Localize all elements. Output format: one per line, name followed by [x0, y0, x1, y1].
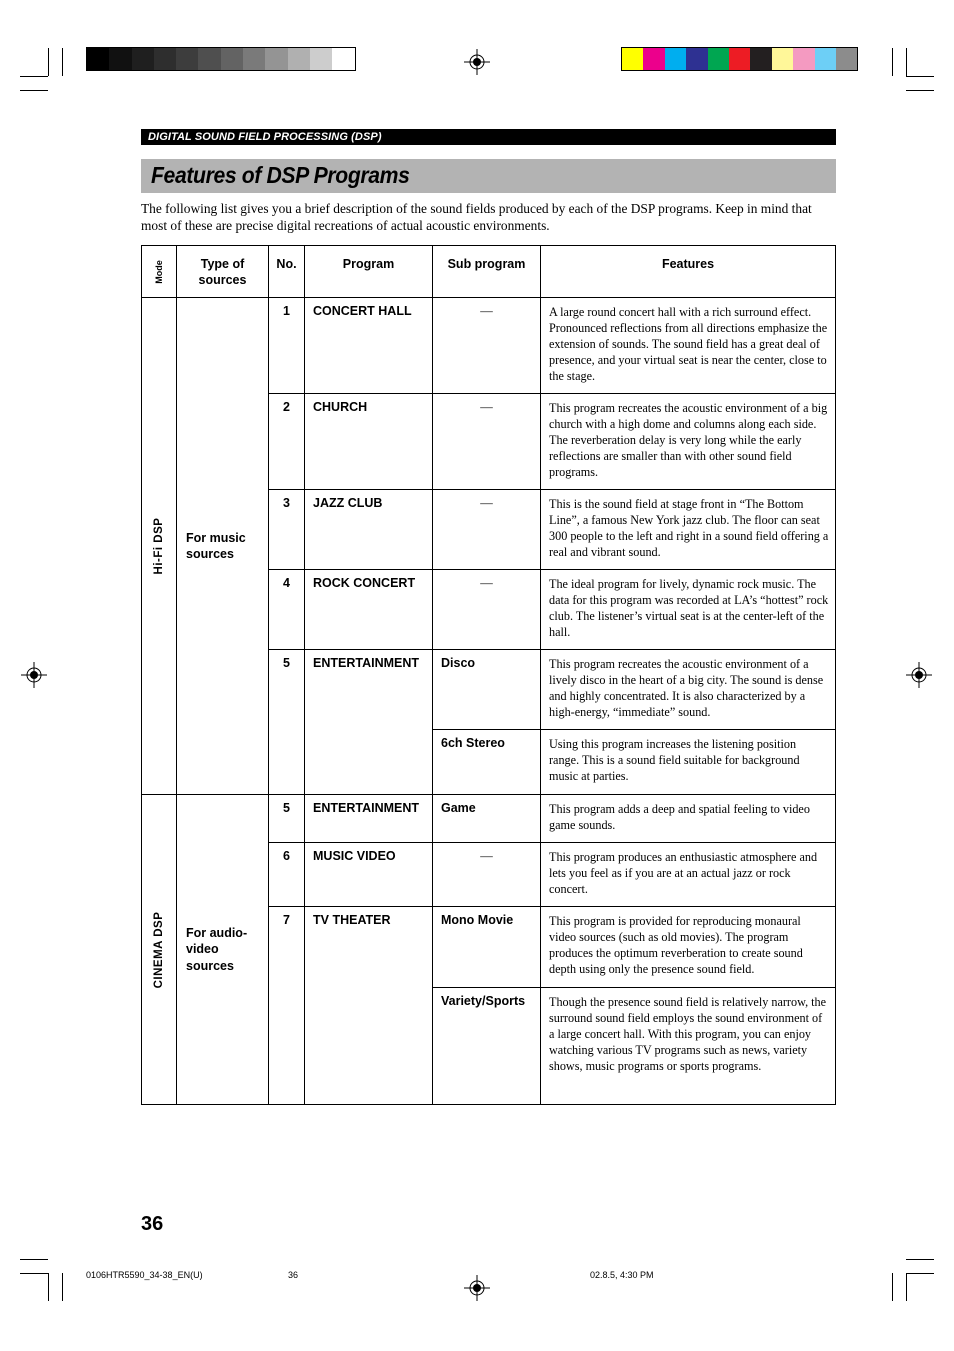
program-number: 6	[269, 843, 305, 907]
program-name: ENTERTAINMENT	[305, 650, 433, 795]
program-name: CHURCH	[305, 394, 433, 490]
table-row	[142, 298, 836, 394]
sub-program: —	[433, 843, 541, 907]
sub-program: Disco	[433, 650, 541, 730]
program-name: JAZZ CLUB	[305, 490, 433, 570]
footer-date: 02.8.5, 4:30 PM	[590, 1270, 654, 1280]
registration-mark-icon	[906, 662, 932, 688]
sub-program: Mono Movie	[433, 907, 541, 988]
features-text: This program adds a deep and spatial feeling to video game sounds.	[541, 795, 836, 843]
crop-mark	[62, 48, 63, 76]
color-swatch	[708, 48, 729, 70]
section-header: DIGITAL SOUND FIELD PROCESSING (DSP)	[141, 129, 836, 145]
features-text: This program is provided for reproducing monaural video sources (such as old movies). The program produces the optimum reverberation to create sound depth using only the presence sound field.	[541, 907, 836, 988]
sub-program: —	[433, 298, 541, 394]
features-text: A large round concert hall with a rich surround effect. Pronounced reflections from all directions emphasize the extension of sounds. The sound field has a great deal of presence, and your virtual seat is near the center, close to the stage.	[541, 298, 836, 394]
features-text: Though the presence sound field is relatively narrow, the surround sound field employs the sound environment of a large concert hall. With this program, you can enjoy watching various TV programs such as news, variety shows, music programs or sports programs.	[541, 988, 836, 1105]
header-no: No.	[269, 246, 305, 298]
program-number: 3	[269, 490, 305, 570]
program-name: TV THEATER	[305, 907, 433, 1105]
color-swatch	[686, 48, 707, 70]
footer-file-name: 0106HTR5590_34-38_EN(U)	[86, 1270, 203, 1280]
color-swatch	[154, 48, 176, 70]
color-swatch	[310, 48, 332, 70]
crop-mark	[892, 48, 893, 76]
registration-mark-icon	[21, 662, 47, 688]
crop-mark	[906, 1273, 934, 1274]
crop-mark	[20, 76, 48, 77]
crop-mark	[906, 1259, 934, 1260]
color-swatch	[332, 48, 354, 70]
color-swatch	[221, 48, 243, 70]
color-swatch	[132, 48, 154, 70]
color-swatch	[729, 48, 750, 70]
dsp-features-table	[141, 245, 836, 1105]
color-swatch	[176, 48, 198, 70]
crop-mark	[48, 48, 49, 76]
header-type: Type of sources	[177, 246, 269, 298]
color-calibration-bar	[621, 47, 858, 71]
page-number: 36	[141, 1213, 164, 1235]
program-name: ROCK CONCERT	[305, 570, 433, 650]
registration-mark-icon	[464, 1275, 490, 1301]
mode-hifi-dsp: Hi-Fi DSP	[142, 298, 177, 795]
program-name: ENTERTAINMENT	[305, 795, 433, 843]
page-title-bar	[141, 159, 836, 193]
sub-program: —	[433, 490, 541, 570]
color-swatch	[665, 48, 686, 70]
features-text: Using this program increases the listening position range. This is a sound field suitable for background music at parties.	[541, 730, 836, 795]
sub-program: 6ch Stereo	[433, 730, 541, 795]
features-text: This program produces an enthusiastic atmosphere and lets you feel as if you are at an actual jazz or rock concert.	[541, 843, 836, 907]
sub-program: —	[433, 570, 541, 650]
color-swatch	[772, 48, 793, 70]
color-swatch	[265, 48, 287, 70]
features-text: This program recreates the acoustic environment of a lively disco in the heart of a big city. The sound is dense and highly concentrated. It is also characterized by a high-energy, “immediate” sound.	[541, 650, 836, 730]
color-swatch	[288, 48, 310, 70]
color-swatch	[87, 48, 109, 70]
program-number: 2	[269, 394, 305, 490]
color-swatch	[750, 48, 771, 70]
grayscale-calibration-bar	[86, 47, 356, 71]
table-row	[142, 795, 836, 843]
color-swatch	[793, 48, 814, 70]
header-mode: Mode	[142, 246, 177, 298]
color-swatch	[815, 48, 836, 70]
color-swatch	[836, 48, 857, 70]
program-name: MUSIC VIDEO	[305, 843, 433, 907]
sub-program: Variety/Sports	[433, 988, 541, 1105]
color-swatch	[243, 48, 265, 70]
program-number: 4	[269, 570, 305, 650]
crop-mark	[906, 1273, 907, 1301]
features-text: This is the sound field at stage front in “The Bottom Line”, a famous New York jazz club. The floor can seat 300 people to the left and right in a sound field offering a real and vibrant sound.	[541, 490, 836, 570]
crop-mark	[906, 48, 907, 76]
crop-mark	[20, 1259, 48, 1260]
crop-mark	[906, 76, 934, 77]
crop-mark	[892, 1273, 893, 1301]
program-number: 1	[269, 298, 305, 394]
crop-mark	[906, 90, 934, 91]
source-type: For music sources	[177, 298, 269, 795]
color-swatch	[643, 48, 664, 70]
crop-mark	[48, 1273, 49, 1301]
sub-program: —	[433, 394, 541, 490]
features-text: The ideal program for lively, dynamic rock music. The data for this program was recorded at LA’s “hottest” rock club. The listener’s virtual seat is at the center-left of the hall.	[541, 570, 836, 650]
crop-mark	[20, 1273, 48, 1274]
page-title: Features of DSP Programs	[151, 162, 410, 188]
header-program: Program	[305, 246, 433, 298]
color-swatch	[109, 48, 131, 70]
header-sub-program: Sub program	[433, 246, 541, 298]
features-text: This program recreates the acoustic environment of a big church with a high dome and columns along each side. The reverberation delay is very long while the early reflections are smaller than with other sound field programs.	[541, 394, 836, 490]
footer-page: 36	[288, 1270, 299, 1280]
mode-cinema-dsp: CINEMA DSP	[142, 795, 177, 1105]
header-features: Features	[541, 246, 836, 298]
crop-mark	[62, 1273, 63, 1301]
program-number: 5	[269, 795, 305, 843]
intro-paragraph: The following list gives you a brief description of the sound fields produced by each of the DSP programs. Keep in mind that most of these are precise digital recreations of actual acoustic environments.	[141, 201, 812, 233]
program-number: 7	[269, 907, 305, 1105]
color-swatch	[198, 48, 220, 70]
sub-program: Game	[433, 795, 541, 843]
program-number: 5	[269, 650, 305, 795]
program-name: CONCERT HALL	[305, 298, 433, 394]
crop-mark	[20, 90, 48, 91]
registration-mark-icon	[464, 49, 490, 75]
source-type: For audio-video sources	[177, 795, 269, 1105]
table-header-row	[142, 246, 836, 298]
color-swatch	[622, 48, 643, 70]
